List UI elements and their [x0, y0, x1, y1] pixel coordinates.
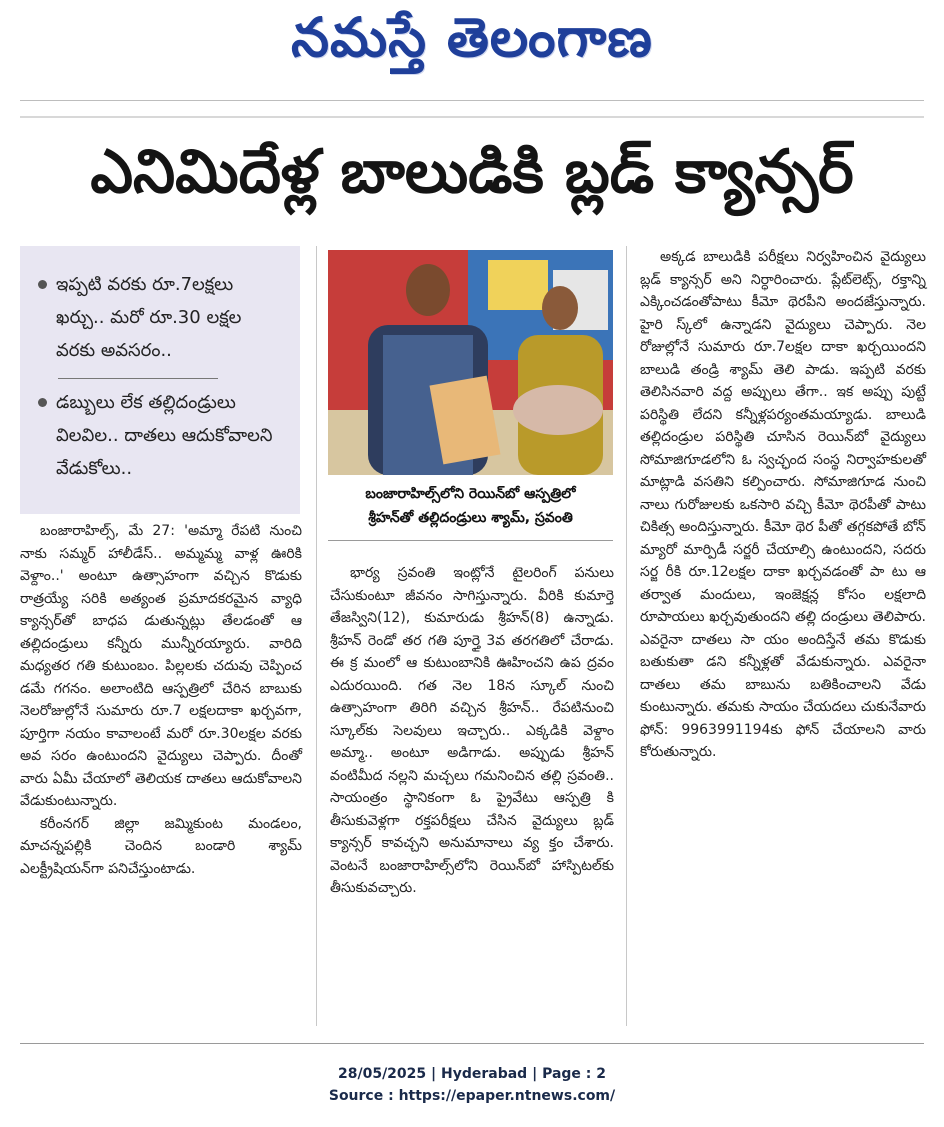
highlight-divider: [58, 378, 218, 379]
caption-line: శ్రీహన్‌తో తల్లిదండ్రులు శ్యామ్‌, స్రవంతి: [368, 510, 573, 526]
article-paragraph: అక్కడ బాలుడికి పరీక్షలు నిర్వహించిన వైద్యులు బ్లడ్‌ క్యాన్సర్‌ అని నిర్ధారించారు. ప్లేట్‌లెట్స్‌, రక్తాన్ని ఎక్కించడంతోపాటు కీమో థెరపీని అందజేస్తున్నారు. హైరి స్క్‌లో ఉన్నాడని వైద్యులు చెప్పారు. నెల రోజుల్లోనే సుమారు రూ.7లక్షల దాకా ఖర్చయిందని బాలుడి తండ్రి శ్యామ్‌ తెలి పాడు. ఇప్పటి వరకు తెలిసినవారి వద్ద అప్పులు తేగా.. ఇక అప్పు పుట్టే పరిస్థితి లేదని కన్నీళ్లపర్యంతమయ్యాడు. బాలుడి తల్లిదండ్రుల పరిస్థితి చూసిన రెయిన్‌బో వైద్యులు సోమాజిగూడలోని ఓ స్వచ్ఛంద సంస్థ నిర్వాహకులతో మాట్లాడి వసతిని కల్పించారు. సోమాజిగూడ నుంచి నాలు గురోజులకు ఒకసారి వచ్చి కీమో థెరపీతో పాటు చికిత్స అందిస్తున్నారు. కీమో థెర పీతో తగ్గకపోతే బోన్‌ మ్యారో మార్పిడీ సర్జరీ చేయాల్సి ఉంటుందని, సదరు సర్జ రీకి రూ.12లక్షల దాకా ఖర్చవడంతో పా టు ఆ తర్వాత మందులు, ఇంజెక్షన్ల కోసం లక్షలాది రూపాయలు ఖర్చవుతుందని తల్లి దండ్రులు తెలిపారు. ఎవరైనా దాతలు సా యం అందిస్తేనే తమ కొడుకు బతుకుతా డని కన్నీళ్లతో వేడుకున్నారు. ఎవరైనా దాతలు తమ బాబును బతికించాలని వేడు కుంటున్నారు. తమకు సాయం చేయదలు చుకునేవారు ఫోన్‌: 9963991194కు ఫోన్‌ చేయాలని వారు కోరుతున్నారు.: [640, 249, 926, 760]
masthead: [0, 0, 944, 100]
footer-source[interactable]: Source : https://epaper.ntnews.com/: [328, 1088, 616, 1104]
article-column-3: [640, 246, 926, 764]
column-divider: [316, 246, 317, 1026]
footer-date-location: 28/05/2025 | Hyderabad | Page : 2: [337, 1066, 607, 1082]
highlight-text: ఇప్పటి వరకు రూ.7లక్షలు ఖర్చు.. మరో రూ.30 లక్షల వరకు అవసరం..: [56, 274, 242, 361]
article-photo: [328, 250, 613, 475]
photo-illustration: [328, 250, 613, 475]
caption-divider: [328, 540, 613, 541]
highlight-text: డబ్బులు లేక తల్లిదండ్రులు విలవిల.. దాతలు ఆదుకోవాలని వేడుకోలు..: [56, 392, 273, 479]
article-paragraph: బంజారాహిల్స్‌, మే 27: 'అమ్మా రేపటి నుంచి నాకు సమ్మర్‌ హాలీడేస్‌.. అమ్మమ్మ వాళ్ల ఊరికి వెళ్దాం..' అంటూ ఉత్సాహంగా వచ్చిన కొడుకు రాత్రయ్యే సరికి అత్యంత ప్రమాదకరమైన వ్యాధి క్యాన్సర్‌తో బాధప డుతున్నట్లు తేలడంతో ఆ తల్లిదండ్రులు కన్నీరు మున్నీరయ్యారు. వారిది మధ్యతర గతి కుటుంబం. పిల్లలకు చదువు చెప్పించ డమే గగనం. అలాంటిది ఆస్పత్రిలో చేరిన బాబుకు నెలరోజుల్లోనే సుమారు రూ.7 లక్షలదాకా ఖర్చవగా, పూర్తిగా నయం కావాలంటే మరో రూ.30లక్షల వరకు అవ సరం ఉంటుందని వైద్యులు చెప్పారు. దీంతో వారు ఏమీ చేయాలో తెలియక దాతలు ఆదుకోవాలని వేడుకుంటున్నారు.: [20, 523, 302, 809]
article-column-1: [20, 520, 302, 880]
footer-divider: [20, 1043, 924, 1044]
column-divider: [626, 246, 627, 1026]
highlight-box: [20, 246, 300, 514]
headline-rule: [20, 116, 924, 118]
bullet-icon: [38, 398, 47, 407]
article-paragraph: భార్య స్రవంతి ఇంట్లోనే టైలరింగ్‌ పనులు చేసుకుంటూ జీవనం సాగిస్తున్నారు. వీరికి కుమార్తె తేజస్విని(12), కుమారుడు శ్రీహన్‌(8) ఉన్నాడు. శ్రీహన్‌ రెండో తర గతి పూర్తై 3వ తరగతిలో చేరాడు. ఈ క్ర మంలో ఆ కుటుంబానికి ఊహించని ఉప ద్రవం ఎదురయింది. గత నెల 18న స్కూల్‌ నుంచి ఉత్సాహంగా తిరిగి వచ్చిన శ్రీహన్‌.. రేపటినుంచి స్కూల్‌కు సెలవులు ఇచ్చారు.. ఎక్కడికి వెళ్దాం అమ్మా.. అంటూ అడిగాడు. అప్పుడు శ్రీహన్‌ వంటిమీద నల్లని మచ్చలు గమనించిన తల్లి స్రవంతి.. సాయంత్రం స్థానికంగా ఓ ప్రైవేటు ఆస్పత్రి కి తీసుకువెళ్లగా రక్తపరీక్షలు చేసిన వైద్యులు బ్లడ్‌ క్యాన్సర్‌ కావచ్చని అనుమానాలు వ్య క్తం చేశారు. వెంటనే బంజారాహిల్స్‌లోని రెయిన్‌బో హాస్పిటల్‌కు తీసుకువచ్చారు.: [330, 565, 614, 896]
article-paragraph: కరీంనగర్‌ జిల్లా జమ్మికుంట మండలం, మాచన్నపల్లికి చెందిన బండారి శ్యామ్‌ ఎలక్ట్రీషియన్‌గా పనిచేస్తుంటాడు.: [20, 815, 302, 877]
article-column-2: [330, 562, 614, 900]
highlight-item: [38, 268, 283, 367]
bullet-icon: [38, 280, 47, 289]
article-headline: ఎనిమిదేళ్ల బాలుడికి బ్లడ్‌ క్యాన్సర్‌: [90, 137, 854, 207]
masthead-title: నమస్తే తెలంగాణ: [291, 6, 653, 69]
masthead-divider: [20, 100, 924, 101]
highlight-item: [38, 386, 283, 485]
photo-caption: [328, 482, 613, 530]
caption-line: బంజారాహిల్స్‌లోని రెయిన్‌బో ఆస్పత్రిలో: [365, 486, 576, 502]
